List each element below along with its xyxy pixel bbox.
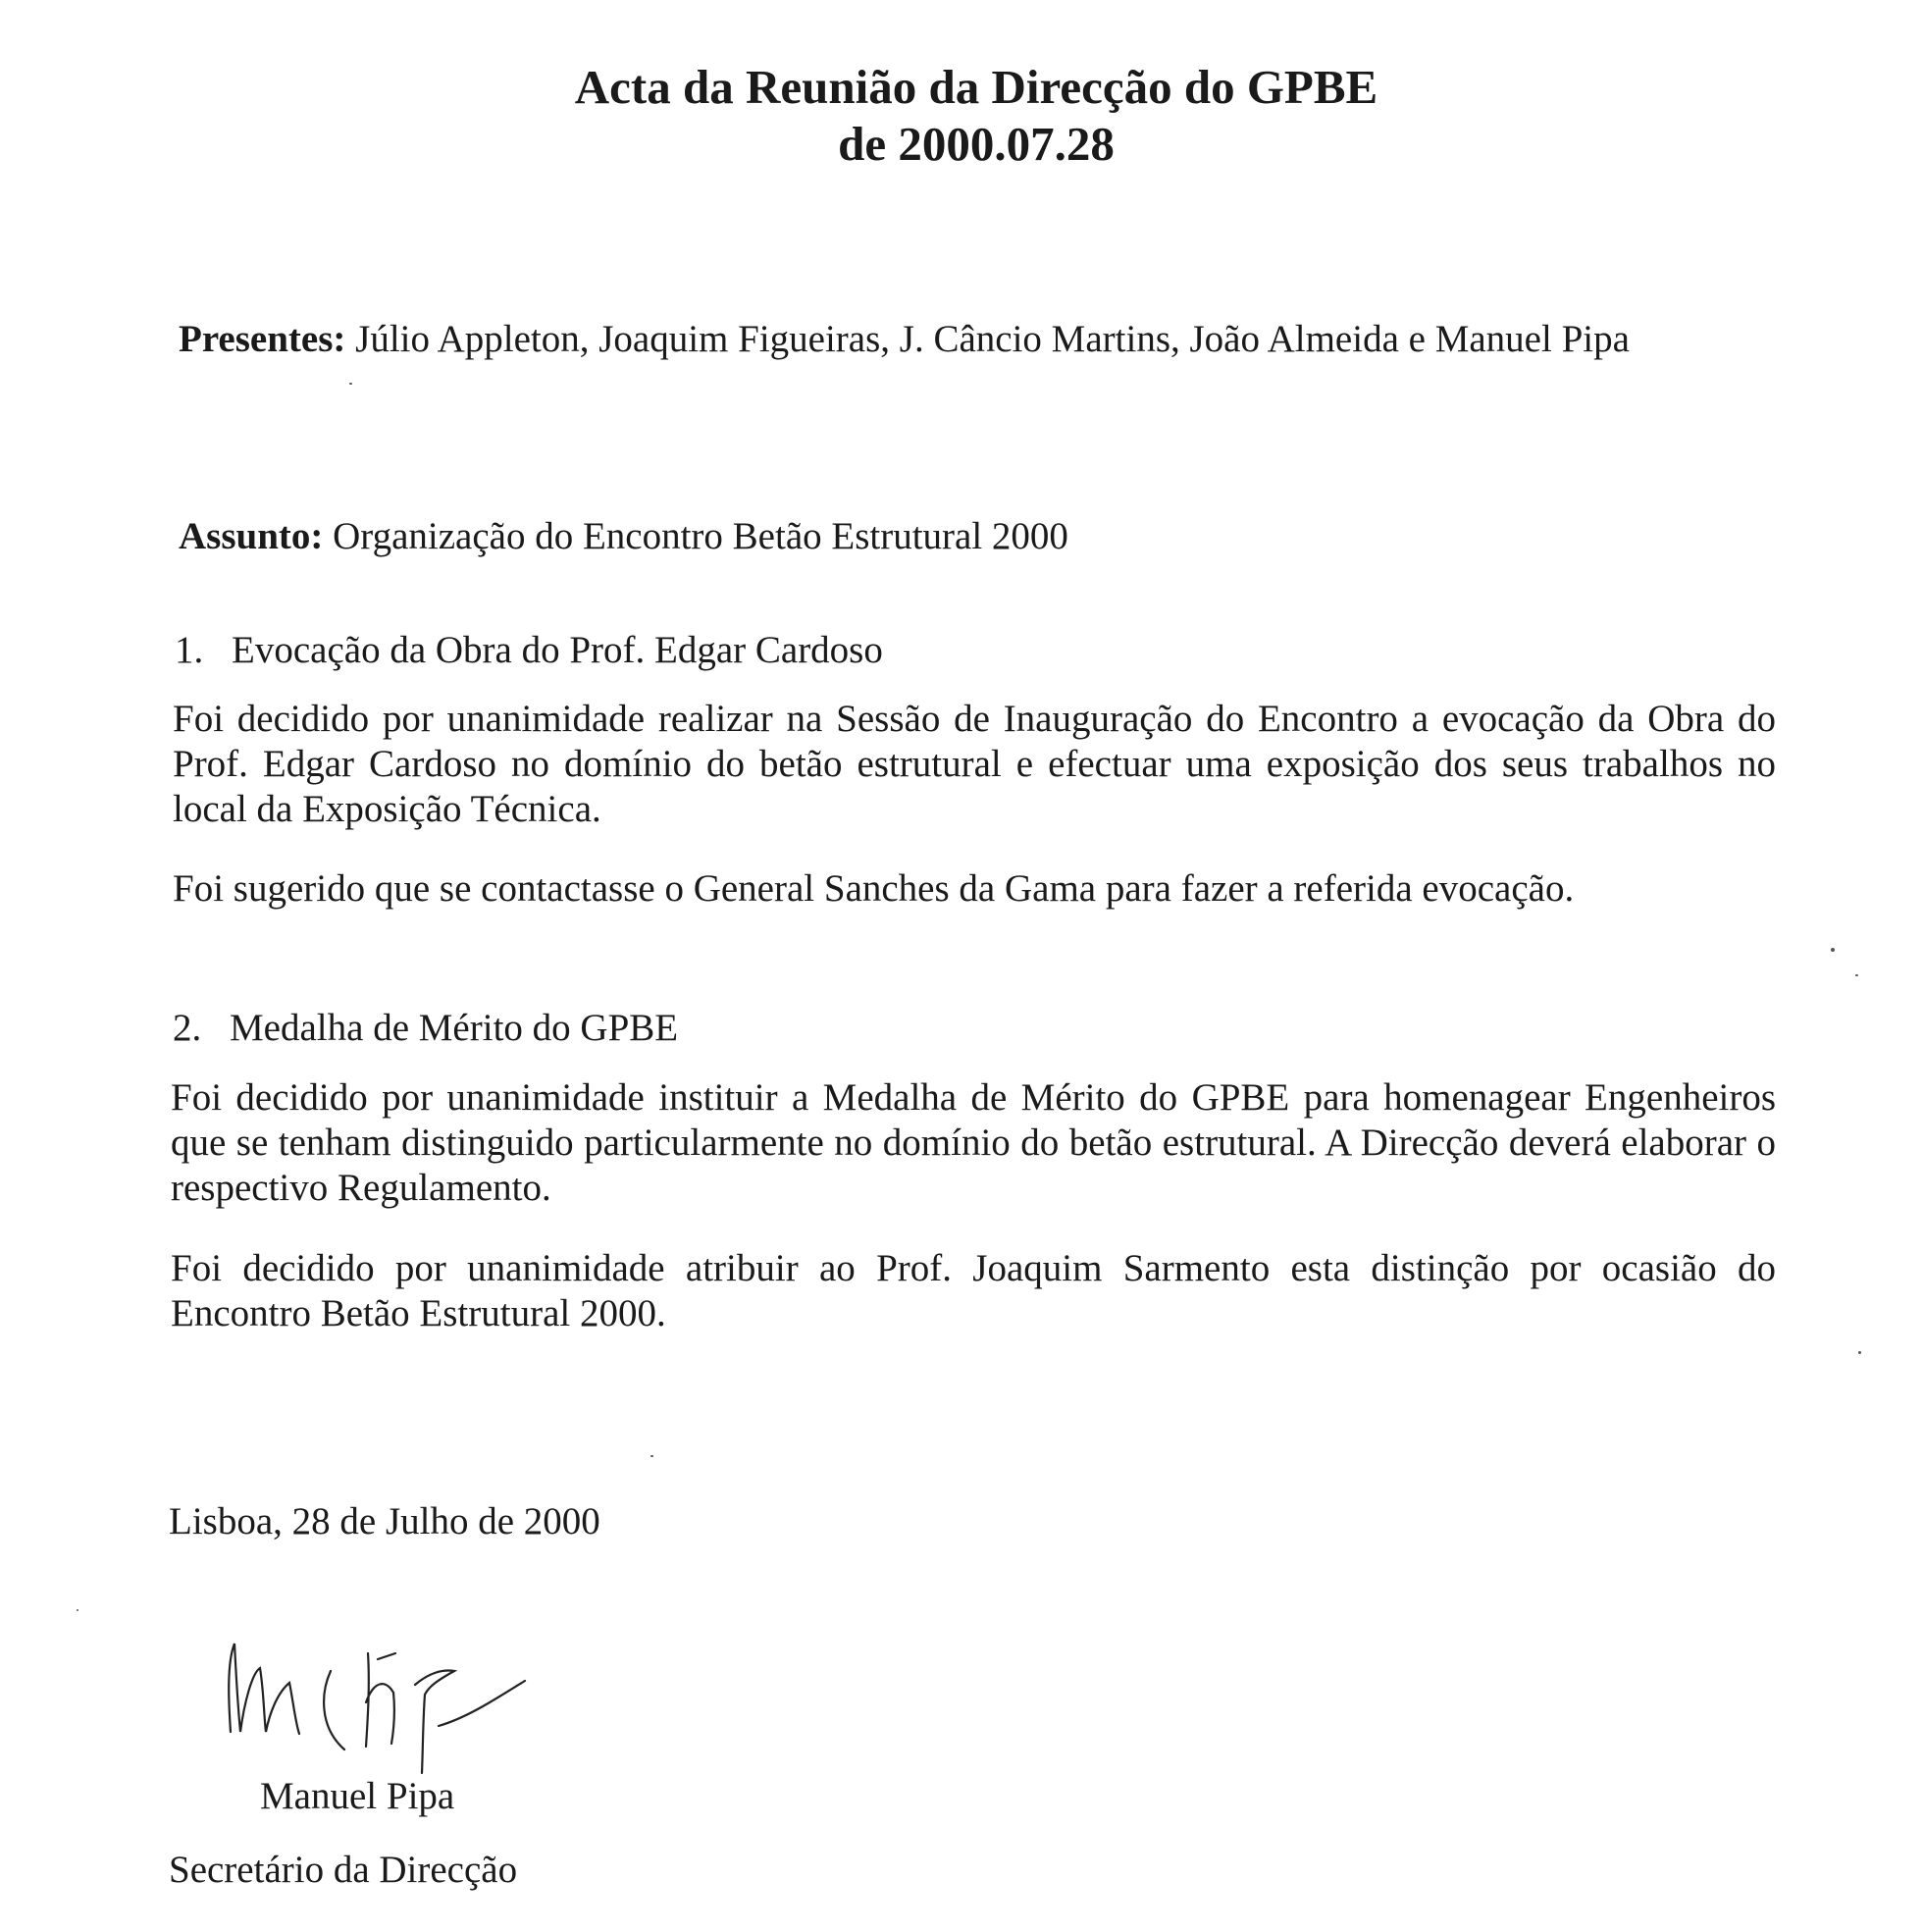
attendees-paragraph bbox=[179, 317, 1776, 362]
signer-role: Secretário da Direcção bbox=[169, 1849, 518, 1891]
section-heading bbox=[175, 628, 883, 673]
scan-speck bbox=[349, 383, 352, 385]
signer-name: Manuel Pipa bbox=[260, 1775, 455, 1817]
scan-speck bbox=[1858, 1351, 1861, 1354]
section-heading bbox=[173, 1006, 678, 1051]
subject-label: Assunto: bbox=[179, 515, 324, 557]
scan-speck bbox=[77, 1609, 78, 1611]
scan-speck bbox=[1855, 974, 1858, 976]
section-number: 1. bbox=[175, 629, 204, 671]
place-and-date: Lisboa, 28 de Julho de 2000 bbox=[169, 1500, 600, 1542]
section-title: Medalha de Mérito do GPBE bbox=[230, 1007, 679, 1049]
document-date-title: de 2000.07.28 bbox=[838, 117, 1115, 171]
section-paragraph: Foi decidido por unanimidade atribuir ao Prof. Joaquim Sarmento esta distinção por ocasião do Encontro Betão Estrutural 2000. bbox=[171, 1247, 1776, 1334]
scan-speck bbox=[650, 1455, 653, 1457]
section-title: Evocação da Obra do Prof. Edgar Cardoso bbox=[232, 629, 883, 671]
attendees-list: Júlio Appleton, Joaquim Figueiras, J. Câncio Martins, João Almeida e Manuel Pipa bbox=[355, 318, 1630, 360]
document-title: Acta da Reunião da Direcção do GPBE bbox=[574, 60, 1378, 114]
handwritten-signature bbox=[221, 1624, 545, 1781]
section-paragraph: Foi decidido por unanimidade instituir a Medalha de Mérito do GPBE para homenagear Engenheiros que se tenham distinguido particularmente no domínio do betão estrutural. A Direcção deverá elaborar o respectivo Regulamento. bbox=[171, 1076, 1776, 1209]
subject-text: Organização do Encontro Betão Estrutural 2000 bbox=[333, 515, 1068, 557]
section-paragraph: Foi sugerido que se contactasse o General Sanches da Gama para fazer a referida evocação. bbox=[173, 867, 1575, 910]
section-paragraph: Foi decidido por unanimidade realizar na Sessão de Inauguração do Encontro a evocação da Obra do Prof. Edgar Cardoso no domínio do betão estrutural e efectuar uma exposição dos seus trabalhos no local da Exposição Técnica. bbox=[173, 698, 1776, 830]
subject-paragraph bbox=[179, 514, 1776, 559]
scan-speck bbox=[1831, 948, 1835, 952]
section-number: 2. bbox=[173, 1007, 202, 1049]
attendees-label: Presentes: bbox=[179, 318, 346, 360]
